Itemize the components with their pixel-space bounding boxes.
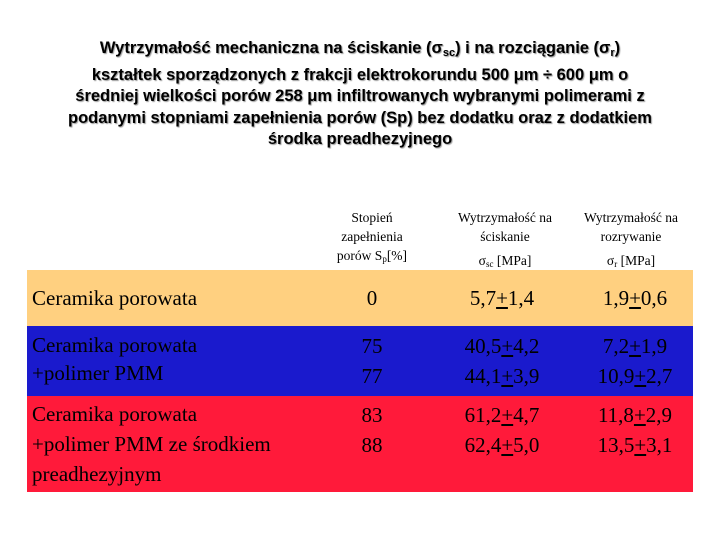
- pore-filling-value: 0: [366, 286, 378, 310]
- tensile-strength-value: 11,8+2,9 13,5+3,1: [597, 403, 673, 457]
- row-label: Ceramika porowata +polimer PMM: [32, 333, 198, 385]
- tensile-strength-value: 7,2+1,9 10,9+2,7: [597, 334, 673, 388]
- title-line-2: kształtek sporządzonych z frakcji elektrokorundu 500 μm ÷ 600 μm o: [91, 65, 629, 84]
- pore-filling-value: 83 88: [361, 403, 383, 457]
- row-label: Ceramika porowata: [32, 286, 198, 310]
- title-line-5: środka preadhezyjnego: [267, 130, 453, 148]
- title-line-1: Wytrzymałość mechaniczna na ściskanie $(\sigma_{sc})$ i na rozciąganie $(\sigma_r)$: [99, 39, 621, 59]
- row-label: Ceramika porowata +polimer PMM ze środkiem preadhezyjnym: [32, 402, 271, 486]
- header-tensile-strength: Wytrzymałość na rozrywanie σr [MPa]: [583, 210, 679, 269]
- tensile-strength-value: 1,9+0,6: [602, 286, 668, 310]
- table-row-ceramic-pmm-adhesive: [27, 396, 693, 492]
- title-line-4: podanymi stopniami zapełnienia porów (Sp) bez dodatku oraz z dodatkiem: [68, 108, 652, 127]
- table-row-ceramic-pmm: [27, 326, 693, 396]
- slide-title: [30, 38, 690, 151]
- header-compressive-strength: Wytrzymałość na ściskanie σsc [MPa]: [457, 210, 553, 269]
- table-row-ceramic: [27, 270, 693, 326]
- compressive-strength-value: 40,5+4,2 44,1+3,9: [464, 334, 540, 388]
- compressive-strength-value: 5,7+1,4: [469, 286, 535, 310]
- pore-filling-value: 75 77: [361, 334, 383, 388]
- header-pore-filling: Stopień zapełnienia porów Sp[%]: [336, 210, 408, 264]
- title-line-3: średniej wielkości porów 258 μm infiltrowanych wybranymi polimerami z: [75, 87, 645, 105]
- compressive-strength-value: 61,2+4,7 62,4+5,0: [464, 403, 540, 457]
